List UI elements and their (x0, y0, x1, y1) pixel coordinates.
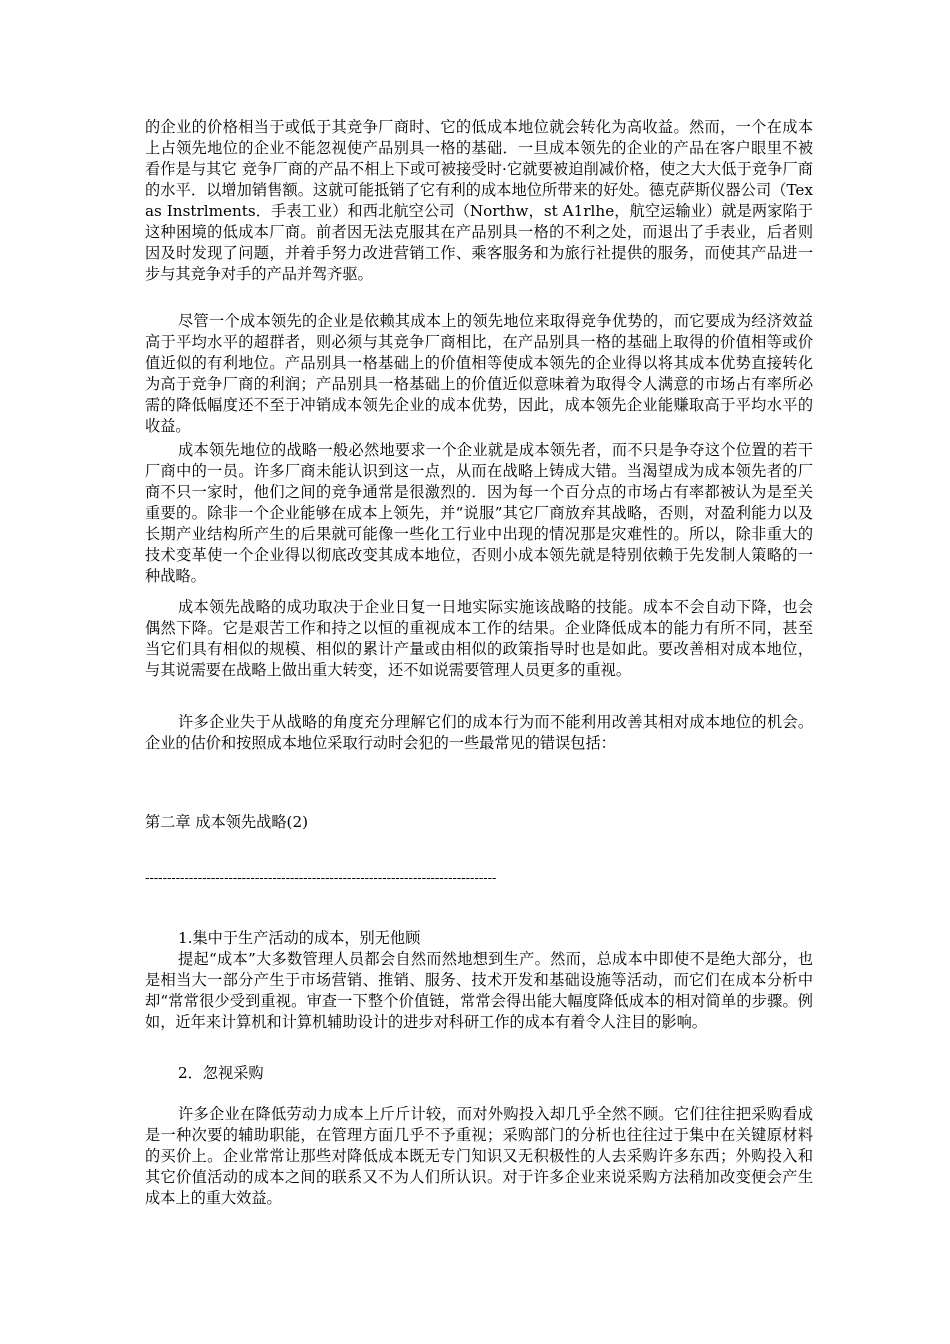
section-2-body: 许多企业在降低劳动力成本上斤斤计较，而对外购投入却几乎全然不顾。它们往往把采购看成是一种次要的辅助职能，在管理方面几乎不予重视；采购部门的分析也往往过于集中在关键原材料的买价上。企业常常让那些对降低成本既无专门知识又无积极性的人去采购许多东西；外购投入和其它价值活动的成本之间的联系又不为人们所认识。对于许多企业来说采购方法稍加改变便会产生成本上的重大效益。 (145, 1105, 813, 1207)
separator-line: -------------------------------------------------------------------------------- (145, 871, 497, 886)
paragraph-4: 成本领先战略的成功取决于企业日复一日地实际实施该战略的技能。成本不会自动下降，也会偶然下降。它是艰苦工作和持之以恒的重视成本工作的结果。企业降低成本的能力有所不同，甚至当它们具有相似的规模、相似的累计产量或由相似的政策指导时也是如此。要改善相对成本地位，与其说需要在战略上做出重大转变，还不如说需要管理人员更多的重视。 (145, 598, 813, 679)
section-1-body: 提起“成本”大多数管理人员都会自然而然地想到生产。然而，总成本中即使不是绝大部分，也是相当大一部分产生于市场营销、推销、服务、技术开发和基础设施等活动，而它们在成本分析中却“常常很少受到重视。审查一下整个价值链，常常会得出能大幅度降低成本的相对简单的步骤。例如，近年来计算机和计算机辅助设计的进步对科研工作的成本有着令人注目的影响。 (145, 950, 813, 1031)
section-1-heading: 1.集中于生产活动的成本，别无他顾 (178, 929, 421, 947)
paragraph-2: 尽管一个成本领先的企业是依赖其成本上的领先地位来取得竞争优势的，而它要成为经济效益高于平均水平的超群者，则必须与其竞争厂商相比，在产品别具一格的基础上取得的价值相等或价值近似的有利地位。产品别具一格基础上的价值相等使成本领先的企业得以将其成本优势直接转化为高于竞争厂商的利润；产品别具一格基础上的价值近似意味着为取得令人满意的市场占有率所必需的降低幅度还不至于冲销成本领先企业的成本优势，因此，成本领先企业能赚取高于平均水平的收益。 (145, 312, 813, 435)
paragraph-3: 成本领先地位的战略一般必然地要求一个企业就是成本领先者，而不只是争夺这个位置的若干厂商中的一员。许多厂商未能认识到这一点，从而在战略上铸成大错。当渴望成为成本领先者的厂商不只一家时，他们之间的竞争通常是很激烈的．因为每一个百分点的市场占有率都被认为是至关重要的。除非一个企业能够在成本上领先，并“说服”其它厂商放弃其战略，否则，对盈利能力以及长期产业结构所产生的后果就可能像一些化工行业中出现的情况那是灾难性的。所以，除非重大的技术变革使一个企业得以彻底改变其成本地位，否则小成本领先就是特别依赖于先发制人策略的一种战略。 (145, 441, 813, 585)
paragraph-1: 的企业的价格相当于或低于其竞争厂商时、它的低成本地位就会转化为高收益。然而，一个在成本上占领先地位的企业不能忽视使产品别具一格的基础．一旦成本领先的企业的产品在客户眼里不被看作是与其它 竞争厂商的产品不相上下或可被接受时·它就要被迫削减价格，使之大大低于竞争厂商的水平．以增加销售额。这就可能抵销了它有利的成本地位所带来的好处。德克萨斯仪器公司（Texas Instrlments．手表工业）和西北航空公司（Northw，st A1rlhe，航空运输业）就是两家陷于这种困境的低成本厂商。前者因无法克服其在产品别具一格的不利之处，而退出了手表业，后者则因及时发现了问题，并着手努力改进营销工作、乘客服务和为旅行社提供的服务，而使其产品进一步与其竞争对手的产品并驾齐驱。 (145, 118, 813, 283)
chapter-heading: 第二章 成本领先战略(2) (145, 813, 309, 831)
section-2-heading: 2．忽视采购 (178, 1064, 264, 1082)
paragraph-5: 许多企业失于从战略的角度充分理解它们的成本行为而不能利用改善其相对成本地位的机会。企业的估价和按照成本地位采取行动时会犯的一些最常见的错误包括： (145, 713, 813, 752)
